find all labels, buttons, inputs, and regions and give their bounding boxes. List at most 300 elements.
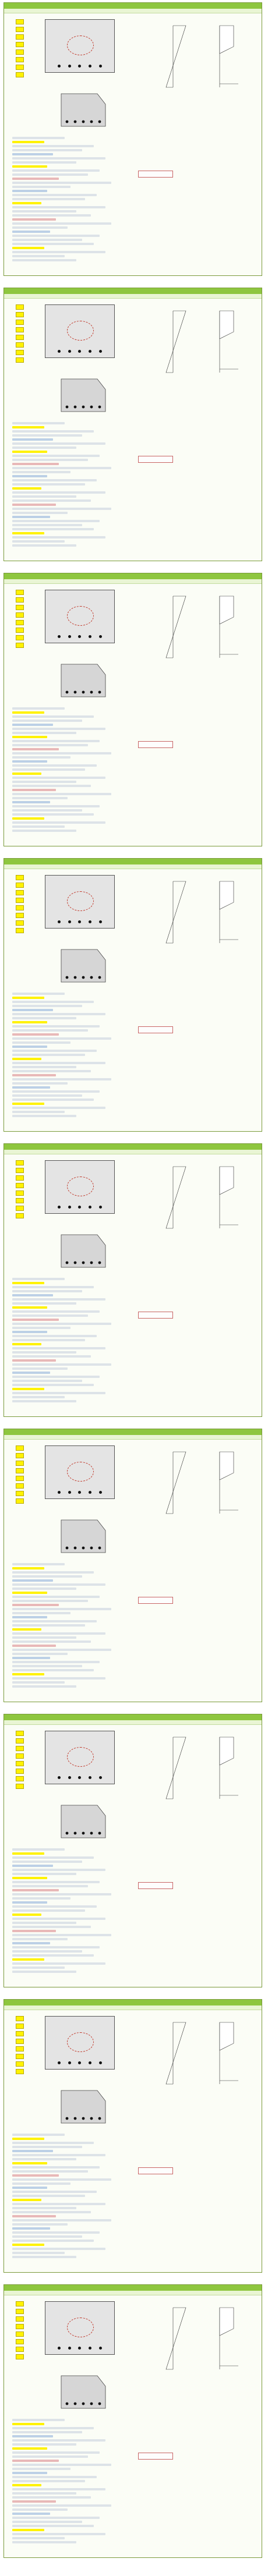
calc-line — [12, 752, 111, 754]
dimension-input[interactable] — [16, 1746, 24, 1751]
dimension-input[interactable] — [16, 1461, 24, 1466]
dimension-input[interactable] — [16, 304, 24, 310]
strain-stress-diagrams — [161, 2305, 249, 2381]
calc-line — [12, 1926, 91, 1928]
calc-panel — [3, 1143, 262, 1417]
dimension-input[interactable] — [16, 2039, 24, 2044]
dimension-input[interactable] — [16, 2331, 24, 2337]
calc-line — [12, 724, 53, 726]
calc-line — [12, 1909, 85, 1912]
dimension-input[interactable] — [16, 1445, 24, 1451]
calc-line — [12, 1086, 50, 1089]
dimension-input[interactable] — [16, 1183, 24, 1188]
dimension-input[interactable] — [16, 1738, 24, 1744]
calc-line — [12, 2496, 91, 2499]
concrete-zone-figure — [57, 660, 109, 700]
input-cell[interactable] — [12, 532, 44, 534]
calc-line — [12, 1107, 105, 1109]
zone-rebar — [98, 1547, 101, 1550]
compute-button[interactable] — [138, 1597, 173, 1604]
dimension-input[interactable] — [16, 320, 24, 325]
opening-outline — [67, 36, 94, 55]
input-cell[interactable] — [12, 736, 47, 738]
calc-line — [12, 1873, 76, 1875]
input-cell[interactable] — [12, 1592, 47, 1594]
rebar-dot — [78, 2347, 81, 2350]
zone-rebar — [98, 2117, 101, 2120]
zone-rebar — [90, 1547, 93, 1550]
panel-subheader — [4, 864, 262, 869]
calc-line — [12, 169, 100, 172]
input-cell[interactable] — [12, 1388, 44, 1390]
dimension-input[interactable] — [16, 2324, 24, 2329]
zone-rebar — [74, 2403, 77, 2405]
dimension-input[interactable] — [16, 2061, 24, 2067]
calc-line — [12, 756, 70, 759]
calc-line — [12, 1942, 50, 1944]
calc-line — [12, 2460, 59, 2462]
calc-line — [12, 1037, 111, 1040]
concrete-zone-figure — [57, 374, 109, 415]
dimension-input[interactable] — [16, 928, 24, 933]
calc-line — [12, 801, 50, 803]
dimension-inputs — [16, 19, 24, 112]
input-cell[interactable] — [12, 202, 41, 204]
calc-line — [12, 442, 105, 445]
dimension-input[interactable] — [16, 1491, 24, 1496]
input-cell[interactable] — [12, 1914, 41, 1916]
input-cell[interactable] — [12, 2484, 41, 2486]
dimension-input[interactable] — [16, 1160, 24, 1165]
dimension-input[interactable] — [16, 620, 24, 625]
stress-block — [220, 1452, 234, 1480]
calc-line — [12, 1396, 65, 1398]
dimension-input[interactable] — [16, 890, 24, 895]
calc-line — [12, 1367, 68, 1370]
input-cell[interactable] — [12, 1567, 44, 1569]
zone-rebar — [82, 1262, 85, 1264]
dimension-input[interactable] — [16, 1776, 24, 1781]
dimension-input[interactable] — [16, 1769, 24, 1774]
input-cell[interactable] — [12, 2529, 44, 2531]
calc-panel — [3, 1429, 262, 1702]
input-cell[interactable] — [12, 1021, 47, 1023]
calc-line — [12, 1017, 76, 1019]
calc-line — [12, 2492, 76, 2494]
calculation-block — [12, 993, 204, 1129]
calc-line — [12, 524, 82, 526]
calc-line — [12, 2219, 111, 2221]
dimension-input[interactable] — [16, 1753, 24, 1759]
input-cell[interactable] — [12, 1852, 44, 1855]
calc-line — [12, 499, 91, 502]
calc-line — [12, 137, 65, 139]
input-cell[interactable] — [12, 426, 44, 428]
calc-line — [12, 190, 47, 192]
rebar-dot — [68, 920, 71, 923]
dimension-input[interactable] — [16, 643, 24, 648]
calc-panel — [3, 2284, 262, 2558]
rebar-dot — [58, 1491, 61, 1494]
input-cell[interactable] — [12, 1628, 41, 1631]
rebar-dot — [58, 1776, 61, 1779]
input-cell[interactable] — [12, 1058, 41, 1060]
dimension-input[interactable] — [16, 913, 24, 918]
rebar-dot — [99, 1206, 102, 1209]
input-cell[interactable] — [12, 2199, 41, 2201]
cross-section-figure — [45, 1731, 115, 1784]
calc-line — [12, 1066, 76, 1068]
dimension-input[interactable] — [16, 49, 24, 55]
strain-stress-diagrams — [161, 879, 249, 955]
dimension-input[interactable] — [16, 2069, 24, 2074]
compute-button[interactable] — [138, 456, 173, 463]
calc-line — [12, 1294, 53, 1296]
rebar-dot — [58, 920, 61, 923]
calc-line — [12, 2174, 59, 2177]
calc-line — [12, 1363, 111, 1366]
opening-outline — [67, 2032, 94, 2052]
rebar-row — [58, 1776, 102, 1780]
dimension-input[interactable] — [16, 72, 24, 77]
calc-line — [12, 186, 70, 188]
dimension-input[interactable] — [16, 1468, 24, 1473]
diagram-svg — [161, 2020, 249, 2089]
input-cell[interactable] — [12, 1282, 44, 1284]
calc-line — [12, 821, 105, 824]
dimension-input[interactable] — [16, 1190, 24, 1196]
calc-line — [12, 2533, 105, 2535]
calc-line — [12, 1327, 70, 1329]
calc-line — [12, 1314, 88, 1317]
input-cell[interactable] — [12, 1103, 44, 1105]
input-cell[interactable] — [12, 997, 44, 999]
calc-line — [12, 720, 82, 722]
calc-line — [12, 809, 82, 812]
calc-line — [12, 830, 76, 832]
calc-line — [12, 813, 94, 816]
calc-line — [12, 2182, 70, 2185]
dimension-input[interactable] — [16, 1476, 24, 1481]
calc-line — [12, 744, 88, 746]
calc-line — [12, 504, 56, 506]
dimension-input[interactable] — [16, 597, 24, 603]
panel-subheader — [4, 1435, 262, 1440]
opening-outline — [67, 321, 94, 341]
calc-line — [12, 2508, 68, 2511]
calculation-block — [12, 2134, 204, 2270]
calc-line — [12, 1934, 111, 1936]
dimension-input[interactable] — [16, 1761, 24, 1766]
dimension-input[interactable] — [16, 2016, 24, 2021]
rebar-dot — [89, 635, 91, 638]
calc-line — [12, 528, 94, 530]
calc-line — [12, 2187, 47, 2189]
rebar-dot — [89, 1491, 91, 1494]
dimension-input[interactable] — [16, 2354, 24, 2359]
calc-line — [12, 231, 50, 233]
calc-line — [12, 732, 76, 734]
dimension-input[interactable] — [16, 905, 24, 910]
calc-panel — [3, 2, 262, 276]
dimension-input[interactable] — [16, 605, 24, 610]
dimension-input[interactable] — [16, 350, 24, 355]
calc-line — [12, 740, 100, 742]
concrete-zone-figure — [57, 2086, 109, 2127]
rebar-dot — [78, 1776, 81, 1779]
dimension-input[interactable] — [16, 42, 24, 47]
calc-line — [12, 1054, 85, 1056]
calc-line — [12, 173, 88, 176]
cross-section-figure — [45, 304, 115, 358]
dimension-input[interactable] — [16, 57, 24, 62]
calc-line — [12, 491, 105, 494]
dimension-input[interactable] — [16, 312, 24, 317]
calc-line — [12, 2427, 94, 2429]
rebar-dot — [78, 635, 81, 638]
dimension-input[interactable] — [16, 1213, 24, 1218]
calc-line — [12, 748, 59, 750]
rebar-dot — [58, 2061, 61, 2064]
calc-line — [12, 153, 53, 155]
zone-rebar — [74, 406, 77, 409]
dimension-input[interactable] — [16, 2046, 24, 2051]
input-cell[interactable] — [12, 141, 44, 143]
calculation-block — [12, 1278, 204, 1415]
input-cell[interactable] — [12, 165, 47, 168]
rebar-dot — [68, 2347, 71, 2350]
input-cell[interactable] — [12, 247, 44, 249]
rebar-dot — [99, 1776, 102, 1779]
rebar-row — [58, 635, 102, 639]
strain-profile — [166, 2022, 186, 2084]
input-cell[interactable] — [12, 2162, 47, 2164]
calc-line — [12, 707, 65, 710]
rebar-dot — [99, 65, 102, 68]
calc-line — [12, 495, 76, 498]
calc-line — [12, 1657, 50, 1659]
dimension-inputs — [16, 2301, 24, 2394]
calc-line — [12, 2541, 76, 2543]
calc-line — [12, 198, 85, 200]
zone-rebar — [74, 691, 77, 694]
rebar-dot — [99, 2061, 102, 2064]
calc-line — [12, 145, 94, 147]
input-cell[interactable] — [12, 1306, 47, 1309]
calc-line — [12, 1571, 94, 1574]
calc-line — [12, 471, 70, 473]
diagram-svg — [161, 594, 249, 662]
cross-section-figure — [45, 1160, 115, 1214]
dimension-inputs — [16, 1160, 24, 1253]
dimension-input[interactable] — [16, 2309, 24, 2314]
calc-line — [12, 768, 85, 771]
zone-rebar — [74, 976, 77, 979]
dimension-input[interactable] — [16, 1453, 24, 1458]
dimension-input[interactable] — [16, 875, 24, 880]
calc-line — [12, 149, 82, 151]
dimension-input[interactable] — [16, 2301, 24, 2306]
dimension-input[interactable] — [16, 1168, 24, 1173]
rebar-dot — [58, 350, 61, 353]
dimension-input[interactable] — [16, 27, 24, 32]
zone-rebar — [98, 976, 101, 979]
zone-rebar — [82, 406, 85, 409]
dimension-input[interactable] — [16, 1784, 24, 1789]
rebar-dot — [78, 1206, 81, 1209]
dimension-input[interactable] — [16, 612, 24, 618]
concrete-zone-figure — [57, 89, 109, 130]
calc-line — [12, 1319, 59, 1321]
compute-button[interactable] — [138, 2167, 173, 2174]
rebar-dot — [89, 1776, 91, 1779]
compute-button[interactable] — [138, 171, 173, 178]
diagram-svg — [161, 309, 249, 377]
compute-button[interactable] — [138, 1026, 173, 1033]
calc-line — [12, 805, 100, 807]
calc-line — [12, 1848, 65, 1851]
calc-line — [12, 2476, 97, 2478]
calc-line — [12, 259, 76, 261]
input-cell[interactable] — [12, 1343, 41, 1345]
rebar-dot — [89, 65, 91, 68]
calc-line — [12, 1918, 105, 1920]
calc-line — [12, 1025, 100, 1027]
rebar-dot — [89, 2061, 91, 2064]
dimension-input[interactable] — [16, 1206, 24, 1211]
rebar-dot — [68, 350, 71, 353]
zone-rebar — [82, 121, 85, 123]
cross-section-figure — [45, 19, 115, 73]
dimension-input[interactable] — [16, 2024, 24, 2029]
concrete-zone-figure — [57, 1230, 109, 1271]
calc-line — [12, 157, 105, 160]
calc-line — [12, 1050, 97, 1052]
input-cell[interactable] — [12, 451, 47, 453]
input-cell[interactable] — [12, 2447, 47, 2450]
input-cell[interactable] — [12, 487, 41, 490]
dimension-input[interactable] — [16, 628, 24, 633]
calc-line — [12, 206, 105, 208]
calc-line — [12, 1632, 105, 1635]
rebar-dot — [99, 1491, 102, 1494]
zone-rebar — [74, 1832, 77, 1835]
input-cell[interactable] — [12, 1958, 44, 1961]
calc-line — [12, 760, 47, 763]
dimension-input[interactable] — [16, 920, 24, 926]
calc-line — [12, 1310, 100, 1313]
calc-line — [12, 1041, 70, 1044]
dimension-input[interactable] — [16, 2347, 24, 2352]
calc-line — [12, 793, 111, 795]
calc-line — [12, 1579, 53, 1582]
calc-line — [12, 1298, 105, 1301]
zone-rebar — [90, 976, 93, 979]
compute-button[interactable] — [138, 2453, 173, 2460]
dimension-input[interactable] — [16, 883, 24, 888]
input-cell[interactable] — [12, 773, 41, 775]
calc-line — [12, 1082, 68, 1085]
calc-line — [12, 2223, 68, 2226]
panel-subheader — [4, 2291, 262, 2295]
dimension-input[interactable] — [16, 635, 24, 640]
calc-line — [12, 1885, 88, 1887]
compute-button[interactable] — [138, 741, 173, 748]
compute-button[interactable] — [138, 1882, 173, 1889]
input-cell[interactable] — [12, 1673, 44, 1675]
dimension-input[interactable] — [16, 2316, 24, 2322]
dimension-input[interactable] — [16, 327, 24, 332]
opening-outline — [67, 891, 94, 911]
strain-profile — [166, 1737, 186, 1799]
rebar-dot — [68, 2061, 71, 2064]
zone-rebar — [74, 1547, 77, 1550]
calc-line — [12, 2419, 65, 2421]
dimension-input[interactable] — [16, 335, 24, 340]
dimension-input[interactable] — [16, 1175, 24, 1181]
rebar-dot — [78, 920, 81, 923]
calc-line — [12, 2500, 56, 2503]
rebar-dot — [58, 65, 61, 68]
zone-svg — [57, 89, 109, 130]
input-cell[interactable] — [12, 711, 44, 714]
calc-line — [12, 1669, 94, 1671]
input-cell[interactable] — [12, 817, 44, 820]
input-cell[interactable] — [12, 2138, 44, 2140]
dimension-input[interactable] — [16, 2339, 24, 2344]
dimension-input[interactable] — [16, 342, 24, 348]
calc-line — [12, 1681, 65, 1684]
dimension-input[interactable] — [16, 1498, 24, 1504]
calc-line — [12, 1046, 47, 1048]
input-cell[interactable] — [12, 1877, 47, 1879]
dimension-input[interactable] — [16, 19, 24, 24]
dimension-input[interactable] — [16, 1198, 24, 1203]
dimension-input[interactable] — [16, 357, 24, 363]
dimension-input[interactable] — [16, 1483, 24, 1489]
calc-line — [12, 1005, 82, 1007]
dimension-input[interactable] — [16, 34, 24, 40]
dimension-input[interactable] — [16, 898, 24, 903]
zone-svg — [57, 1801, 109, 1841]
dimension-input[interactable] — [16, 1731, 24, 1736]
input-cell[interactable] — [12, 2423, 44, 2425]
dimension-input[interactable] — [16, 2054, 24, 2059]
stress-block — [220, 2308, 234, 2336]
calc-line — [12, 2235, 82, 2238]
rebar-dot — [99, 350, 102, 353]
dimension-input[interactable] — [16, 65, 24, 70]
calc-line — [12, 1596, 100, 1598]
dimension-input[interactable] — [16, 590, 24, 595]
calc-line — [12, 1062, 105, 1064]
input-cell[interactable] — [12, 2244, 44, 2246]
zone-svg — [57, 2086, 109, 2127]
calc-line — [12, 2480, 85, 2482]
compute-button[interactable] — [138, 1312, 173, 1319]
diagram-svg — [161, 879, 249, 948]
calc-line — [12, 1640, 91, 1643]
zone-svg — [57, 374, 109, 415]
stress-block — [220, 311, 234, 339]
calc-line — [12, 459, 88, 461]
calc-line — [12, 467, 111, 469]
dimension-input[interactable] — [16, 2031, 24, 2036]
calc-line — [12, 2521, 82, 2523]
strain-profile — [166, 596, 186, 658]
calc-line — [12, 2513, 50, 2515]
panel-subheader — [4, 294, 262, 299]
